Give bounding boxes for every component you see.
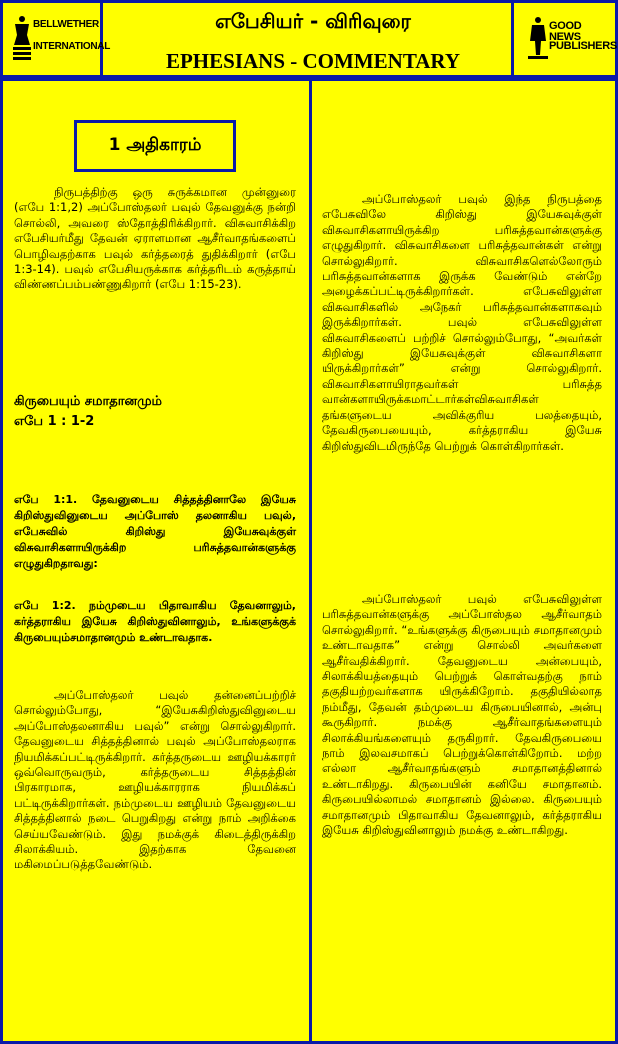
section-heading: கிருபையும் சமாதானமும் xyxy=(14,394,163,409)
right-paragraph-1: அப்போஸ்தலர் பவுல் இந்த நிருபத்தை எபேசுவிலே கிறிஸ்து இயேசுவுக்குள் விசுவாசிகளாயிருக்கிற பரிசுத்தவான்களுக்கு எழுதுகிறார். விசுவாசிகளை பரிசுத்தவான்கள் என்று சொல்லுகிறார். விசுவாசிகளெல்லோரும் பரிசுத்தவான்களாக இருக்க வேண்டும் என்றே அழைக்கப்பட்டிருக்கிறார்கள். எபேசுவிலுள்ள விசுவாசிகளில் அநேகர் பரிசுத்தவான்களாகவும் இருக்கிறார்கள். பவுல் எபேசுவிலுள்ள விசுவாசிகளைப் பற்றிச் சொல்லும்போது, “அவர்கள் கிறிஸ்து இயேசுவுக்குள் விசுவாசிகளா யிருக்கிறார்கள்” என்று சொல்லுகிறார். விசுவாசிகளாயிராதவர்கள் பரிசுத்த வான்களாயிருக்கமாட்டார்கள்விசுவாசிகள் தங்களுடைய அவிக்குரிய பலத்தையும், தேவகிருபையையும், கர்த்தராகிய இயேசு கிறிஸ்துவிடமிருந்தே பெற்றுக் கொள்கிறார்கள். xyxy=(322,192,602,453)
bellwether-logo xyxy=(11,13,111,67)
verse-1-1: எபே 1:1. தேவனுடைய சித்தத்தினாலே இயேசு கிறிஸ்துவினுடைய அப்போஸ் தலனாகிய பவுல், எபேசுவில் கிறிஸ்து இயேசுவுக்குள் விசுவாசிகளாயிருக்கிற பரிசுத்தவான்களுக்கு எழுதுகிறதாவது: xyxy=(14,493,296,570)
left-paragraph: அப்போஸ்தலர் பவுல் தன்னைப்பற்றிச் சொல்லும்போது, “இயேசுகிறிஸ்துவினுடைய அப்போஸ்தலனாகிய பவுல்” என்று சொல்லுகிறார். தேவனுடைய சித்தத்தினால் பவுல் அப்போஸ்தலராக நியமிக்கப்பட்டிருக்கிறார். கர்த்தருடைய ஊழியக்காரர் ஒவ்வொருவரும், கர்த்தருடைய சித்தத்தின் பிரகாரமாக, ஊழியக்காரராக நியமிக்கப் பட்டிருக்கிறார்கள். நம்முடைய ஊழியம் தேவனுடைய சித்தத்தினால் நடை பெறுகிறது என்று நாம் அறிக்கை செய்யவேண்டும். இது நமக்குக் கிடைத்திருக்கிற சிலாக்கியம். இதற்காக தேவனை மகிமைப்படுத்தவேண்டும். xyxy=(14,688,296,872)
right-paragraph-2: அப்போஸ்தலர் பவுல் எபேசுவிலுள்ள பரிசுத்தவான்களுக்கு அப்போஸ்தல ஆசீர்வாதம் சொல்லுகிறார். “உங்களுக்கு கிருபையும் சமாதானமும் உண்டாவதாக” என்று சொல்லி அவர்களை ஆசீர்வதிக்கிறார். தேவனுடைய அன்பையும், சிலாக்கியத்தையும் பெற்றுக் கொள்வதற்கு நாம் தகுதியற்றவர்களாக யிருக்கிறோம். தகுதியில்லாத நம்மீது, தேவன் தம்முடைய கிருபையினால், அன்பு கூருகிறார். நமக்கு ஆசீர்வாதங்களையும் சிலாக்கியங்களையும் தருகிறார். தேவகிருபையை நாம் இலவசமாகப் பெற்றுக்கொள்கிறோம். மற்ற எல்லா ஆசீர்வாதங்களும் சமாதானத்தினால் உண்டாகிறது. கிருபையின் கனியே சமாதானம். கிருபையில்லாமல் சமாதானம் இல்லை. கிருபையும் சமாதானமும் பிதாவாகிய தேவனாலும், கர்த்தராகிய இயேசு கிறிஸ்துவினாலும் நமக்கு உண்டாகிறது. xyxy=(322,592,602,838)
section-reference: எபே 1 : 1-2 xyxy=(14,414,95,429)
logo-left-line1: BELLWETHER xyxy=(33,19,99,30)
page-header xyxy=(0,0,618,78)
good-news-logo xyxy=(527,13,617,67)
title-tamil: எபேசியர் - விரிவுரை xyxy=(215,9,411,33)
publisher-figure-icon xyxy=(527,15,549,61)
logo-left-line2: INTERNATIONAL xyxy=(33,41,111,52)
logo-right-line2: PUBLISHERS xyxy=(549,40,617,52)
logo-right-line1: GOOD NEWS xyxy=(549,20,582,43)
chapter-heading-box xyxy=(74,120,236,172)
bell-figure-icon xyxy=(11,15,33,61)
intro-paragraph: நிருபத்திற்கு ஒரு சுருக்கமான முன்னுரை (எபே 1:1,2) அப்போஸ்தலர் பவுல் தேவனுக்கு நன்றி சொல்லி, அவரை ஸ்தோத்திரிக்கிறார். விசுவாசிக்கிற எபேசியர்மீது தேவன் ஏராளமான ஆசீர்வாதங்களைப் பொழிவதற்காக பவுல் கர்த்தரைத் துதிக்கிறார் (எபே 1:3-14). பவுல் எபேசியருக்காக கர்த்தரிடம் கருத்தாய் விண்ணப்பம்பண்ணுகிறார் (எபே 1:15-23). xyxy=(14,185,296,292)
verse-1-2: எபே 1:2. நம்முடைய பிதாவாகிய தேவனாலும், கர்த்தராகிய இயேசு கிறிஸ்துவினாலும், உங்களுக்குக் கிருபையும்சமாதானமும் உண்டாவதாக. xyxy=(14,599,296,644)
title-english: EPHESIANS - COMMENTARY xyxy=(165,49,461,73)
chapter-label: 1 அதிகாரம் xyxy=(108,135,202,155)
